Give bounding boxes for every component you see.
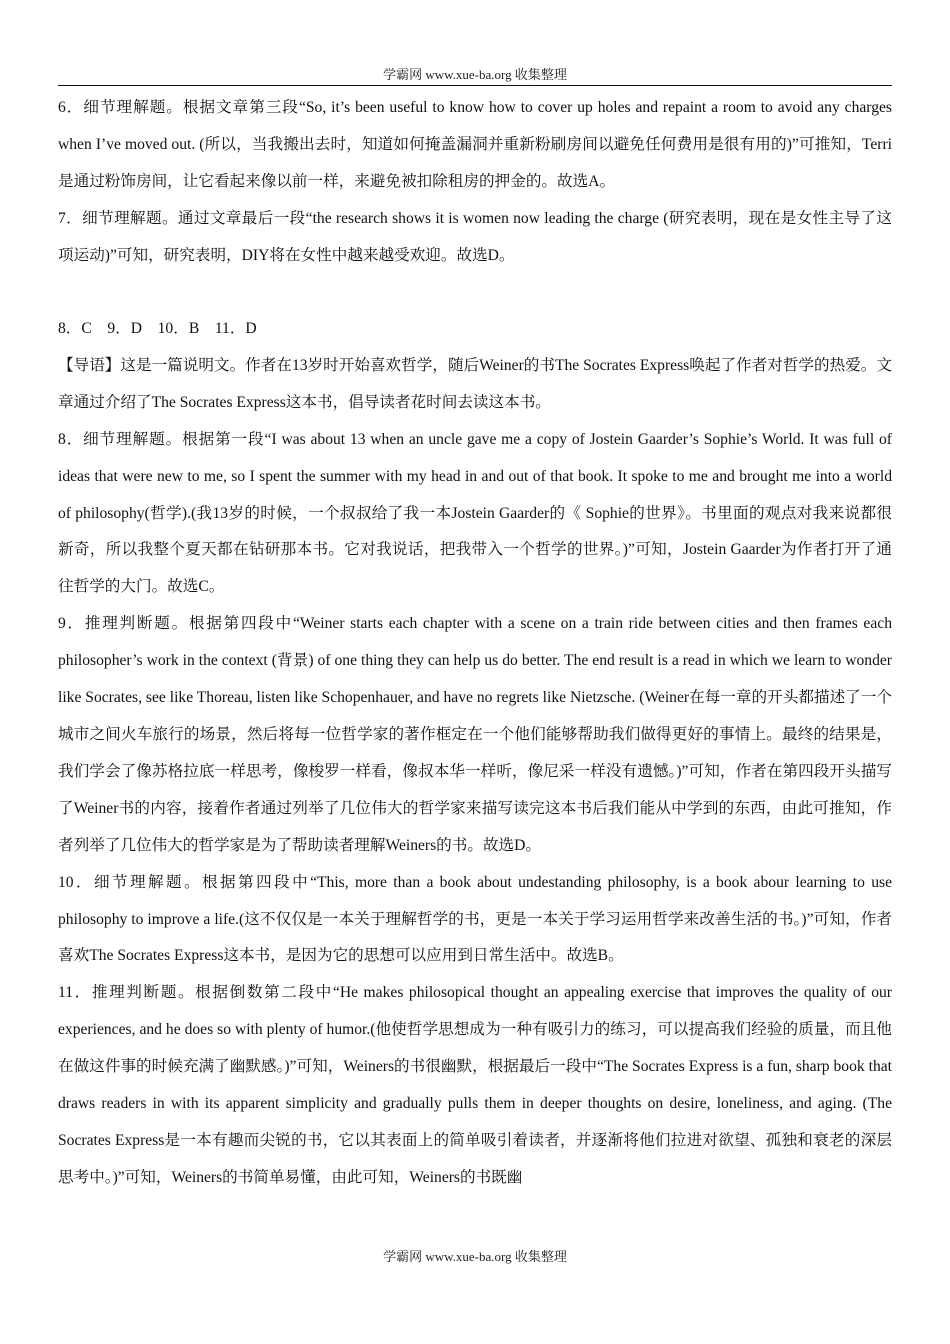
explanation-q8: 8．细节理解题。根据第一段“I was about 13 when an uncle gave me a copy of Jostein Gaarder’s Sophie’s World. It was full of ideas that were new to me, so I spent the summer with my head in and out of that book. It spoke to me and brought me into a world of philosophy(哲学).(我13岁的时候，一个叔叔给了我一本Jostein Gaarder的《 Sophie的世界》。书里面的观点对我来说都很新奇，所以我整个夏天都在钻研那本书。它对我说话，把我带入一个哲学的世界。)”可知，Jostein Gaarder为作者打开了通往哲学的大门。故选C。 — [58, 430, 892, 596]
explanation-q7: 7．细节理解题。通过文章最后一段“the research shows it is women now leading the charge (研究表明，现在是女性主导了这项运动)”可知，研究表明，DIY将在女性中越来越受欢迎。故选D。 — [58, 209, 892, 264]
header-divider — [58, 85, 892, 86]
explanation-q10: 10．细节理解题。根据第四段中“This, more than a book about undestanding philosophy, is a book abour learning to use philosophy to improve a life.(这不仅仅是一本关于理解哲学的书，更是一本关于学习运用哲学来改善生活的书。)”可知，作者喜欢The Socrates Express这本书，是因为它的思想可以应用到日常生活中。故选B。 — [58, 873, 892, 965]
page-footer: 学霸网 www.xue-ba.org 收集整理 — [383, 1249, 567, 1264]
explanation-q9: 9．推理判断题。根据第四段中“Weiner starts each chapter with a scene on a train ride between cities and then frames each philosopher’s work in the context (背景) of one thing they can help us do better. The end result is a read in which we learn to wonder like Socrates, see like Thoreau, listen like Schopenhauer, and have no regrets like Nietzsche. (Weiner在每一章的开头都描述了一个城市之间火车旅行的场景，然后将每一位哲学家的著作框定在一个他们能够帮助我们做得更好的事情上。最终的结果是，我们学会了像苏格拉底一样思考，像梭罗一样看，像叔本华一样听，像尼采一样没有遗憾。)”可知，作者在第四段开头描写了Weiner书的内容，接着作者通过列举了几位伟大的哲学家来描写读完这本书后我们能从中学到的东西，由此可推知，作者列举了几位伟大的哲学家是为了帮助读者理解Weiners的书。故选D。 — [58, 615, 892, 854]
explanation-q11: 11．推理判断题。根据倒数第二段中“He makes philosopical thought an appealing exercise that improves the quality of our experiences, and he does so with plenty of humor.(他使哲学思想成为一种有吸引力的练习，可以提高我们经验的质量，而且他在做这件事的时候充满了幽默感。)”可知，Weiners的书很幽默，根据最后一段中“The Socrates Express is a fun, sharp book that draws readers in with its apparent simplicity and gradually pulls them in deeper thoughts on desire, loneliness, and aging. (The Socrates Express是一本有趣而尖锐的书，它以其表面上的简单吸引着读者，并逐渐将他们拉进对欲望、孤独和衰老的深层思考中。)”可知，Weiners的书简单易懂，由此可知，Weiners的书既幽 — [58, 984, 892, 1186]
explanation-q6: 6．细节理解题。根据文章第三段“So, it’s been useful to know how to cover up holes and repaint a room to avoid any charges when I’ve moved out. (所以，当我搬出去时，知道如何掩盖漏洞并重新粉刷房间以避免任何费用是很有用的)”可推知，Terri是通过粉饰房间，让它看起来像以前一样，来避免被扣除租房的押金的。故选A。 — [58, 99, 892, 190]
answer-key: 8．C 9．D 10．B 11．D — [58, 320, 257, 338]
page-header: 学霸网 www.xue-ba.org 收集整理 — [383, 67, 567, 82]
page-body — [58, 90, 892, 1197]
paragraph-gap — [58, 275, 892, 312]
intro-guide: 【导语】这是一篇说明文。作者在13岁时开始喜欢哲学，随后Weiner的书The Socrates Express唤起了作者对哲学的热爱。文章通过介绍了The Socrates Express这本书，倡导读者花时间去读这本书。 — [58, 356, 892, 411]
